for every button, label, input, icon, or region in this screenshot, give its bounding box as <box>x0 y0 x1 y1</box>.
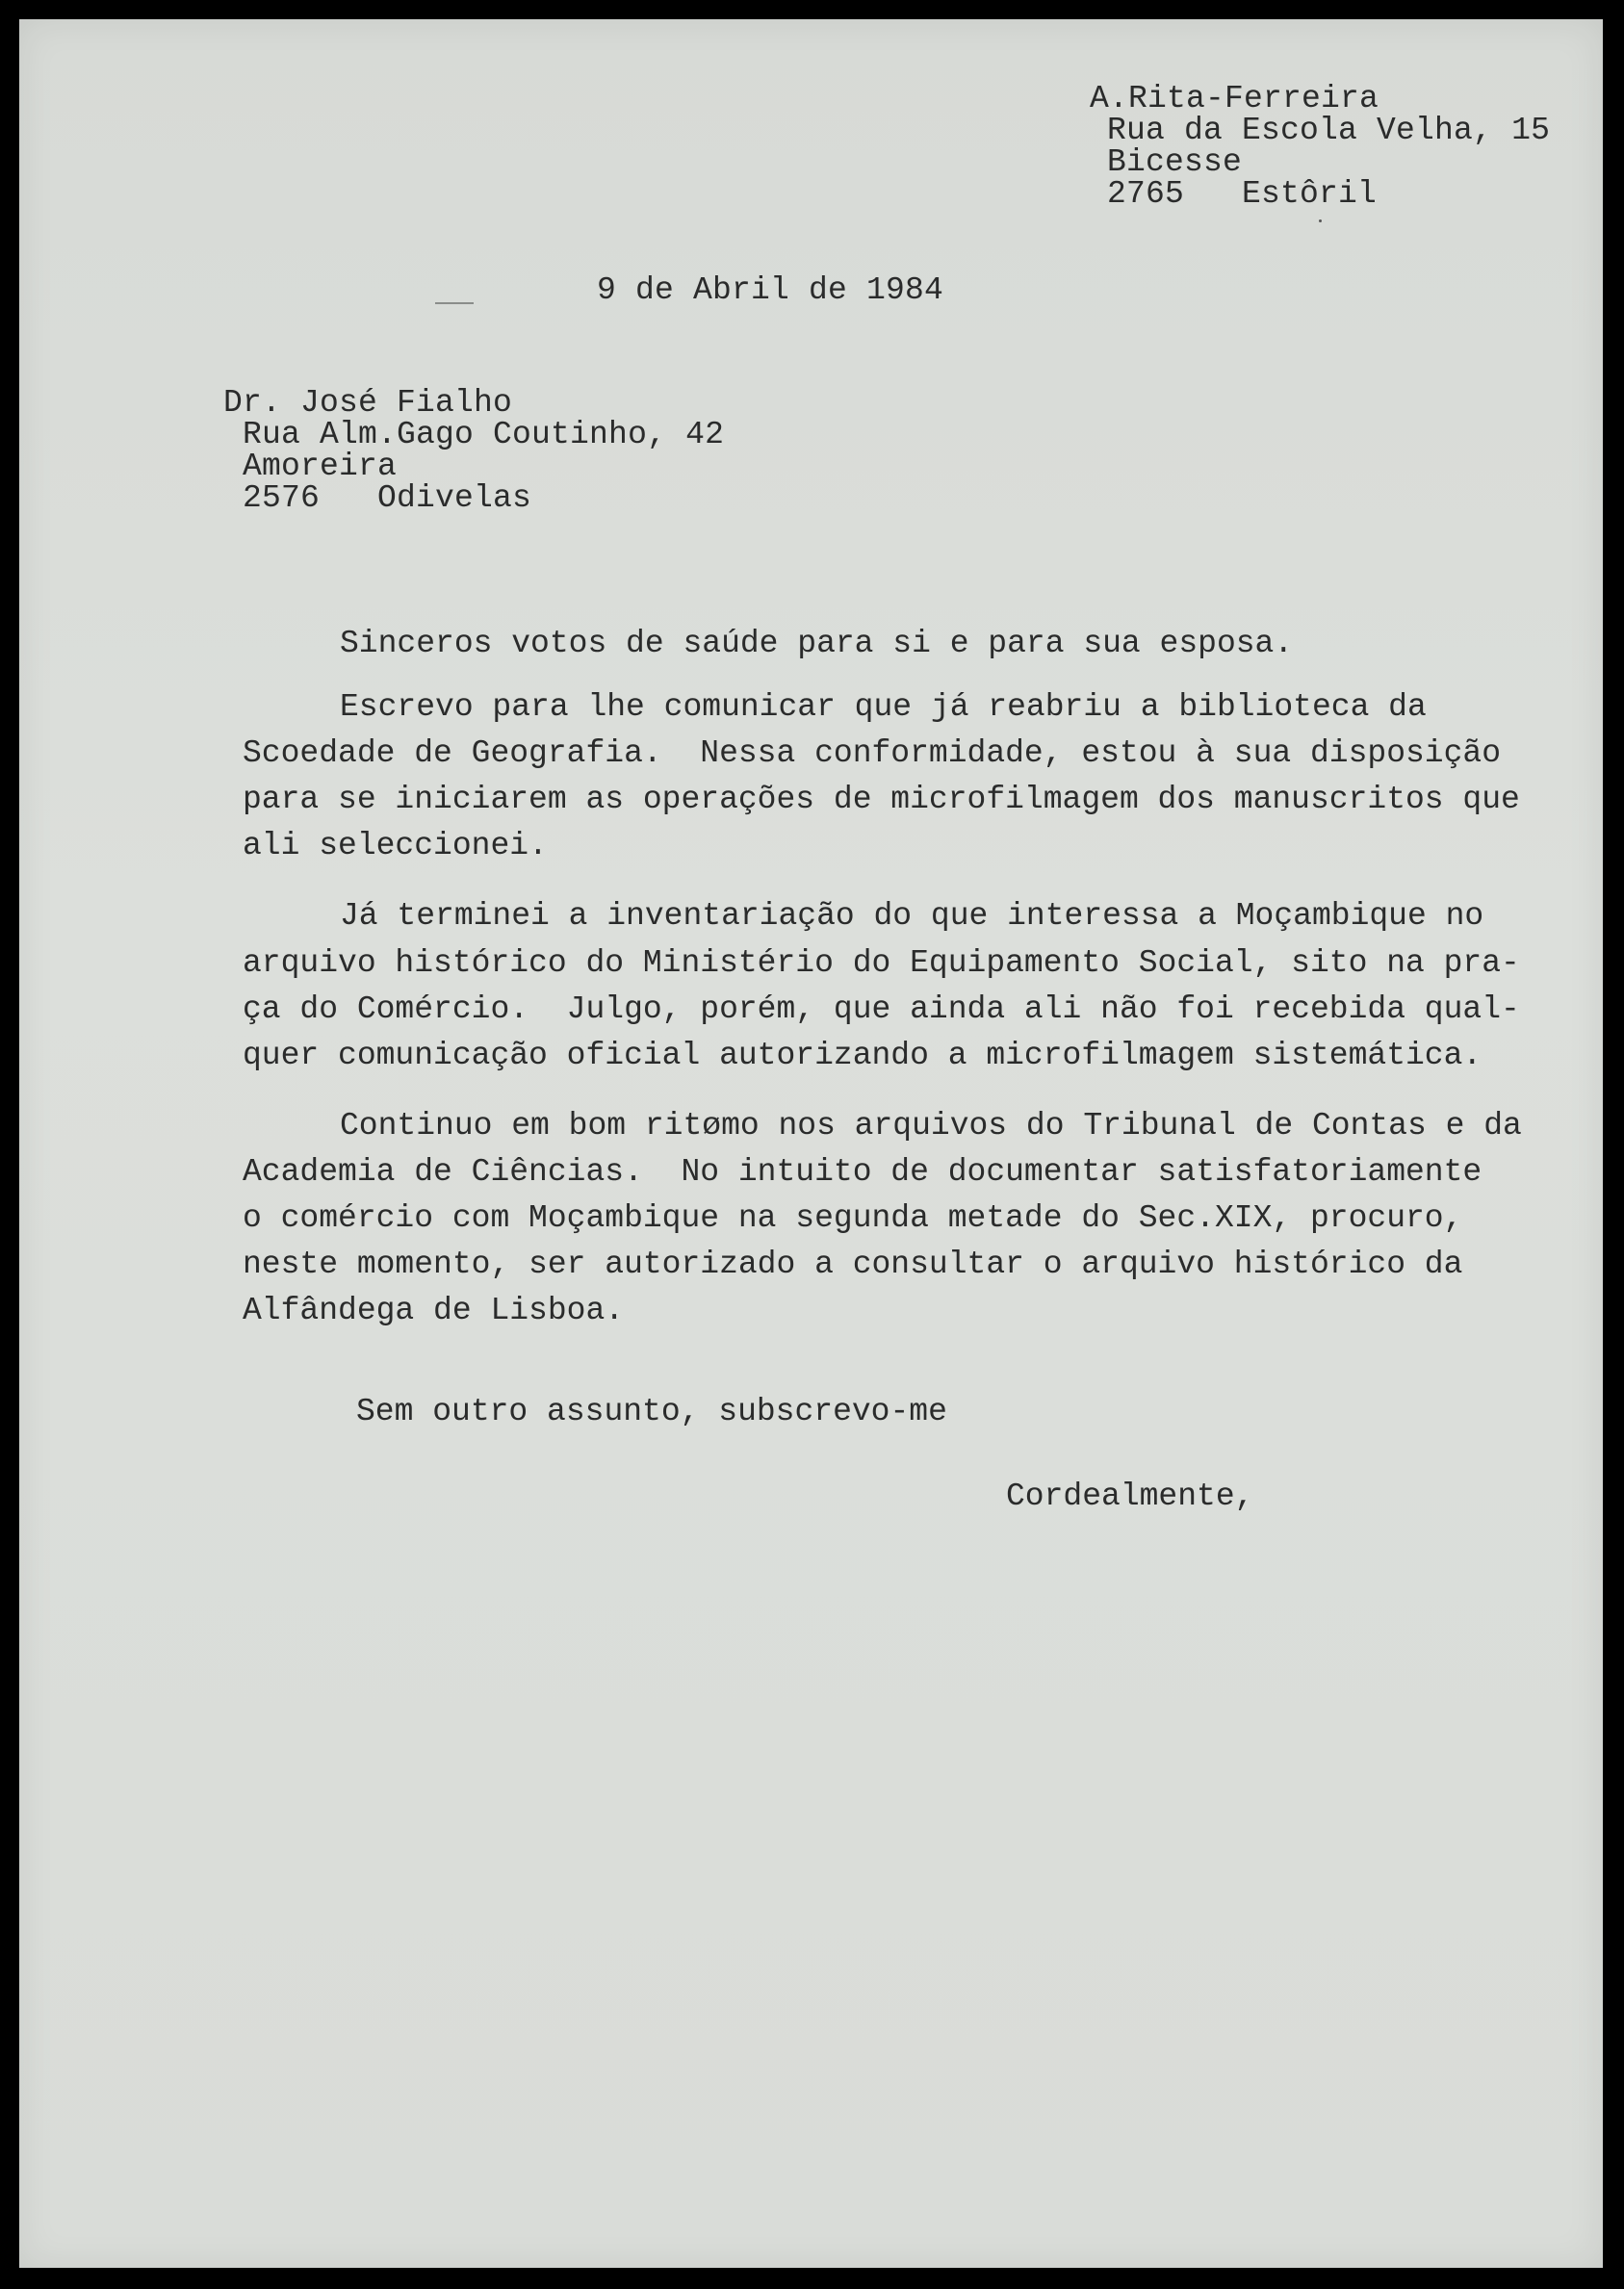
sender-locality: Bicesse <box>1107 144 1243 180</box>
recipient-name: Dr. José Fialho <box>223 385 513 421</box>
paragraph-1-line: Escrevo para lhe comunicar que já reabriu a biblioteca da <box>340 689 1427 725</box>
paragraph-1-line: Scoedade de Geografia. Nessa conformidade, estou à sua disposição <box>243 735 1502 771</box>
closing-line: Sem outro assunto, subscrevo-me <box>356 1394 947 1429</box>
ink-speck <box>1319 219 1322 222</box>
paragraph-3-line: Continuo em bom ritømo nos arquivos do Tribunal de Contas e da <box>340 1108 1522 1144</box>
paragraph-2-line: arquivo histórico do Ministério do Equipamento Social, sito na pra- <box>243 945 1520 981</box>
paragraph-3-line: Alfândega de Lisboa. <box>243 1293 625 1328</box>
greeting-line: Sinceros votos de saúde para si e para sua esposa. <box>340 626 1294 661</box>
sender-street: Rua da Escola Velha, 15 <box>1107 113 1551 148</box>
letter-page <box>19 19 1603 2268</box>
paragraph-2-line: Já terminei a inventariação do que interessa a Moçambique no <box>340 898 1484 934</box>
paragraph-2-line: quer comunicação oficial autorizando a microfilmagem sistemática. <box>243 1038 1482 1073</box>
paragraph-3-line: Academia de Ciências. No intuito de documentar satisfatoriamente <box>243 1154 1482 1190</box>
paragraph-3-line: o comércio com Moçambique na segunda metade do Sec.XIX, procuro, <box>243 1200 1463 1236</box>
signoff-line: Cordealmente, <box>1006 1479 1254 1514</box>
paragraph-2-line: ça do Comércio. Julgo, porém, que ainda ali não foi recebida qual- <box>243 991 1520 1027</box>
paragraph-1-line: ali seleccionei. <box>243 828 548 863</box>
recipient-street: Rua Alm.Gago Coutinho, 42 <box>243 417 725 452</box>
recipient-locality: Amoreira <box>243 449 398 484</box>
pencil-mark <box>435 302 474 304</box>
sender-postal: 2765 Estôril <box>1107 176 1378 212</box>
recipient-postal: 2576 Odivelas <box>243 480 532 516</box>
letter-date: 9 de Abril de 1984 <box>597 272 944 308</box>
paragraph-1-line: para se iniciarem as operações de microfilmagem dos manuscritos que <box>243 782 1520 817</box>
paragraph-3-line: neste momento, ser autorizado a consultar o arquivo histórico da <box>243 1247 1463 1282</box>
sender-name: A.Rita-Ferreira <box>1090 81 1379 116</box>
